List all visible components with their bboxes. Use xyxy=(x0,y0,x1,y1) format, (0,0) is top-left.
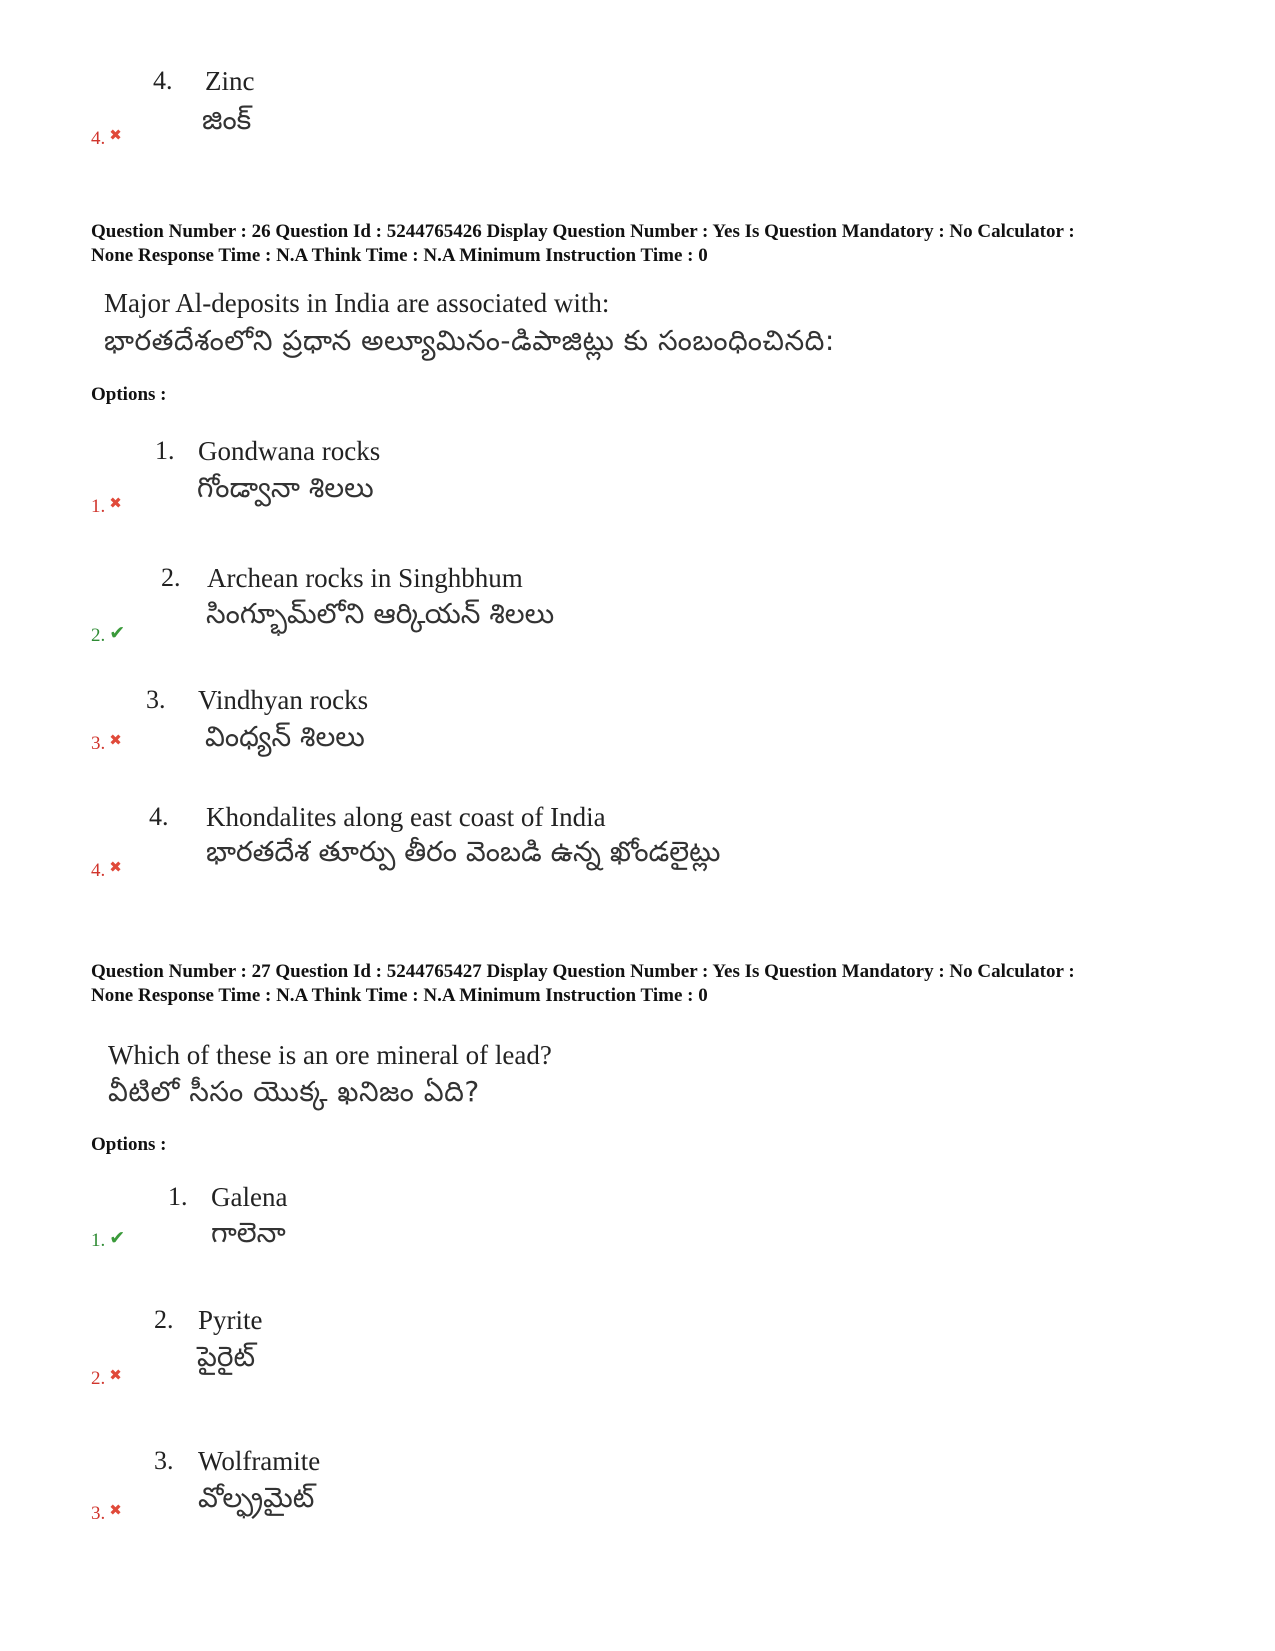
option-text-te: జింక్ xyxy=(202,103,252,136)
question-text-te: భారతదేశంలోని ప్రధాన అల్యూమినం-డిపాజిట్లు కు సంబంధించినది: xyxy=(104,324,835,357)
options-label: Options : xyxy=(91,384,167,405)
option-mark-label: 3. xyxy=(91,1503,106,1524)
option-status-mark xyxy=(91,128,122,150)
question-meta-line-1: Question Number : 26 Question Id : 5244765426 Display Question Number : Yes Is Question Mandatory : No Calculator : xyxy=(91,221,1075,242)
option-number: 1. xyxy=(168,1182,188,1211)
option-text-te: వోల్ఫ్రమైట్ xyxy=(198,1481,315,1514)
option-number: 4. xyxy=(153,66,173,95)
option-number: 4. xyxy=(149,802,169,831)
option-mark-label: 1. xyxy=(91,496,106,517)
question-text-en: Which of these is an ore mineral of lead? xyxy=(108,1040,552,1070)
check-icon: ✔ xyxy=(109,622,126,644)
options-label: Options : xyxy=(91,1134,167,1155)
option-text-en: Khondalites along east coast of India xyxy=(206,802,606,832)
option-mark-label: 1. xyxy=(91,1230,106,1251)
option-status-mark xyxy=(91,860,122,882)
cross-icon: ✖ xyxy=(109,731,122,749)
option-text-en: Zinc xyxy=(205,66,255,96)
option-mark-label: 4. xyxy=(91,860,106,881)
option-text-en: Archean rocks in Singhbhum xyxy=(207,563,523,593)
option-status-mark xyxy=(91,496,122,518)
question-meta xyxy=(91,960,1241,1008)
question-meta-line-2: None Response Time : N.A Think Time : N.A Minimum Instruction Time : 0 xyxy=(91,245,708,266)
option-mark-label: 2. xyxy=(91,1368,106,1389)
cross-icon: ✖ xyxy=(109,494,122,512)
question-text-en: Major Al-deposits in India are associated with: xyxy=(104,288,610,318)
option-text-te: గాలెనా xyxy=(211,1216,286,1249)
option-status-mark xyxy=(91,622,126,647)
cross-icon: ✖ xyxy=(109,1501,122,1519)
cross-icon: ✖ xyxy=(109,1366,122,1384)
option-number: 3. xyxy=(146,685,166,714)
option-status-mark xyxy=(91,1227,126,1252)
option-number: 2. xyxy=(154,1305,174,1334)
check-icon: ✔ xyxy=(109,1227,126,1249)
question-text-te: వీటిలో సీసం యొక్క ఖనిజం ఏది? xyxy=(108,1075,480,1108)
option-text-en: Wolframite xyxy=(198,1446,321,1476)
question-meta xyxy=(91,220,1241,268)
option-status-mark xyxy=(91,1503,122,1525)
option-mark-label: 4. xyxy=(91,128,106,149)
option-text-te: వింధ్యన్ శిలలు xyxy=(205,720,365,753)
option-text-te: భారతదేశ తూర్పు తీరం వెంబడి ఉన్న ఖోండలైట్లు xyxy=(206,835,721,868)
option-text-en: Vindhyan rocks xyxy=(198,685,369,715)
question-meta-line-1: Question Number : 27 Question Id : 5244765427 Display Question Number : Yes Is Question Mandatory : No Calculator : xyxy=(91,961,1075,982)
option-text-te: గోండ్వానా శిలలు xyxy=(197,471,374,504)
option-number: 3. xyxy=(154,1446,174,1475)
option-text-te: పైరైట్ xyxy=(197,1340,256,1373)
option-status-mark xyxy=(91,1368,122,1390)
option-mark-label: 3. xyxy=(91,733,106,754)
cross-icon: ✖ xyxy=(109,858,122,876)
option-number: 1. xyxy=(155,436,175,465)
question-meta-line-2: None Response Time : N.A Think Time : N.A Minimum Instruction Time : 0 xyxy=(91,985,708,1006)
cross-icon: ✖ xyxy=(109,126,122,144)
option-text-en: Gondwana rocks xyxy=(198,436,381,466)
option-text-te: సింగ్భూమ్‌లోని ఆర్కియన్ శిలలు xyxy=(206,597,555,630)
option-mark-label: 2. xyxy=(91,625,106,646)
option-status-mark xyxy=(91,733,122,755)
option-number: 2. xyxy=(161,563,181,592)
option-text-en: Galena xyxy=(211,1182,288,1212)
option-text-en: Pyrite xyxy=(198,1305,263,1335)
